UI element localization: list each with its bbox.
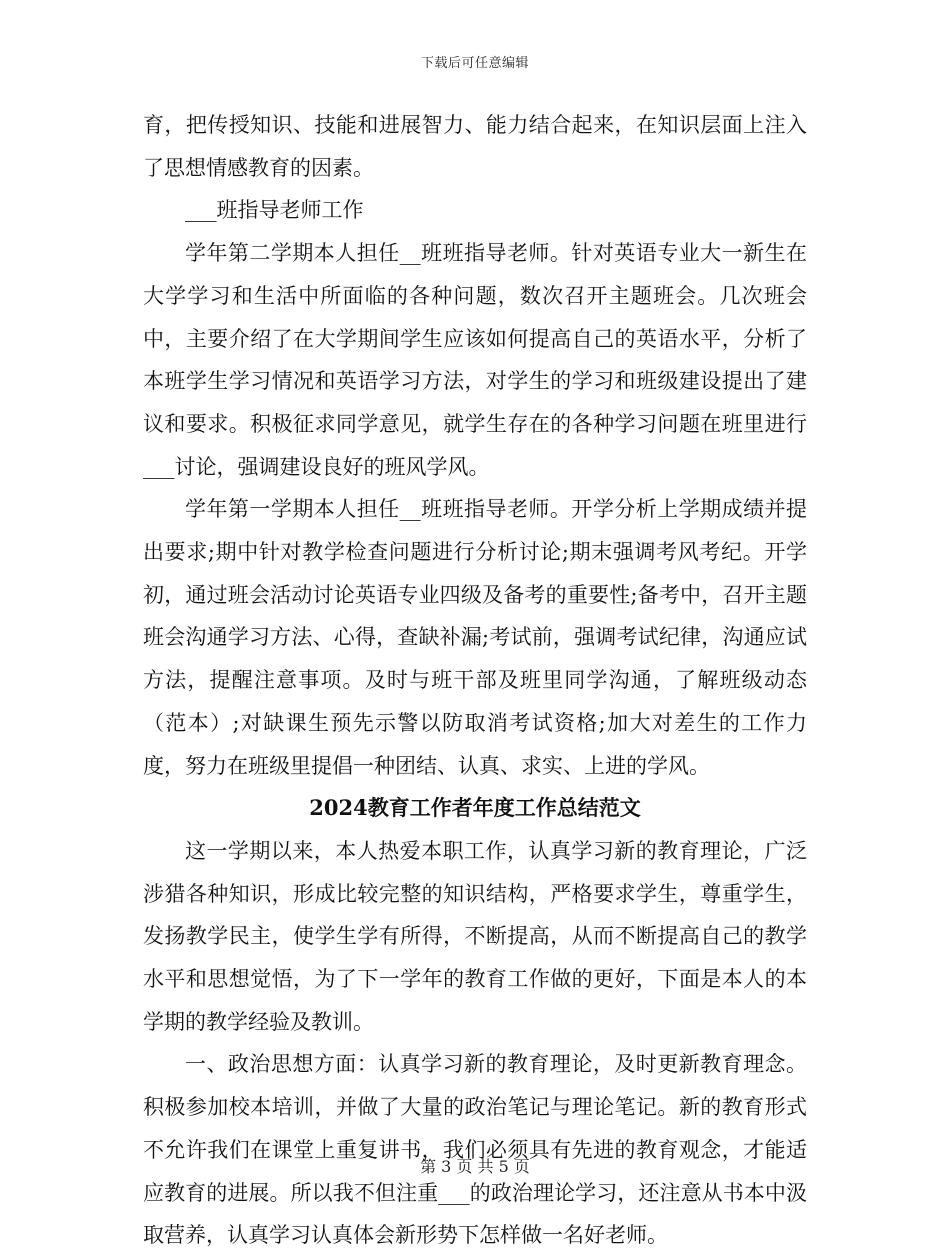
paragraph-intro: 这一学期以来，本人热爱本职工作，认真学习新的教育理论，广泛涉猎各种知识，形成比较完整的知识结构，严格要求学生，尊重学生，发扬教学民主，使学生学有所得，不断提高，从而不断提高自己的教学水平和思想觉悟，为了下一学年的教育工作做的更好，下面是本人的本学期的教学经验及教训。 [143, 838, 807, 1034]
paragraph-first-semester: 学年第一学期本人担任__班班指导老师。开学分析上学期成绩并提出要求;期中针对教学检查问题进行分析讨论;期末强调考风考纪。开学初，通过班会活动讨论英语专业四级及备考的重要性;备考中，召开主题班会沟通学习方法、心得，查缺补漏;考试前，强调考试纪律，沟通应试方法，提醒注意事项。及时与班干部及班里同学沟通，了解班级动态（范本）;对缺课生预先示警以防取消考试资格;加大对差生的工作力度，努力在班级里提倡一种团结、认真、求实、上进的学风。 [143, 497, 807, 778]
paragraph-second-semester: 学年第二学期本人担任__班班指导老师。针对英语专业大一新生在大学学习和生活中所面临的各种问题，数次召开主题班会。几次班会中，主要介绍了在大学期间学生应该如何提高自己的英语水平，分析了本班学生学习情况和英语学习方法，对学生的学习和班级建设提出了建议和要求。积极征求同学意见，就学生存在的各种学习问题在班里进行___讨论，强调建设良好的班风学风。 [143, 241, 807, 479]
subsection-heading-class-advisor: ___班指导老师工作 [185, 198, 364, 223]
paragraph-continuation: 育，把传授知识、技能和进展智力、能力结合起来，在知识层面上注入了思想情感教育的因素。 [143, 113, 807, 180]
page-number: 第 3 页 共 5 页 [420, 1157, 530, 1176]
paragraph-political-thought: 一、政治思想方面：认真学习新的教育理论，及时更新教育理念。积极参加校本培训，并做了大量的政治笔记与理论笔记。新的教育形式不允许我们在课堂上重复讲书，我们必须具有先进的教育观念，才能适应教育的进展。所以我不但注重___的政治理论学习，还注意从书本中汲取营养，认真学习认真体会新形势下怎样做一名好老师。 [143, 1052, 807, 1248]
document-body [143, 104, 807, 1257]
section-title: 2024教育工作者年度工作总结范文 [309, 795, 641, 821]
page-header-note: 下载后可任意编辑 [420, 56, 529, 71]
